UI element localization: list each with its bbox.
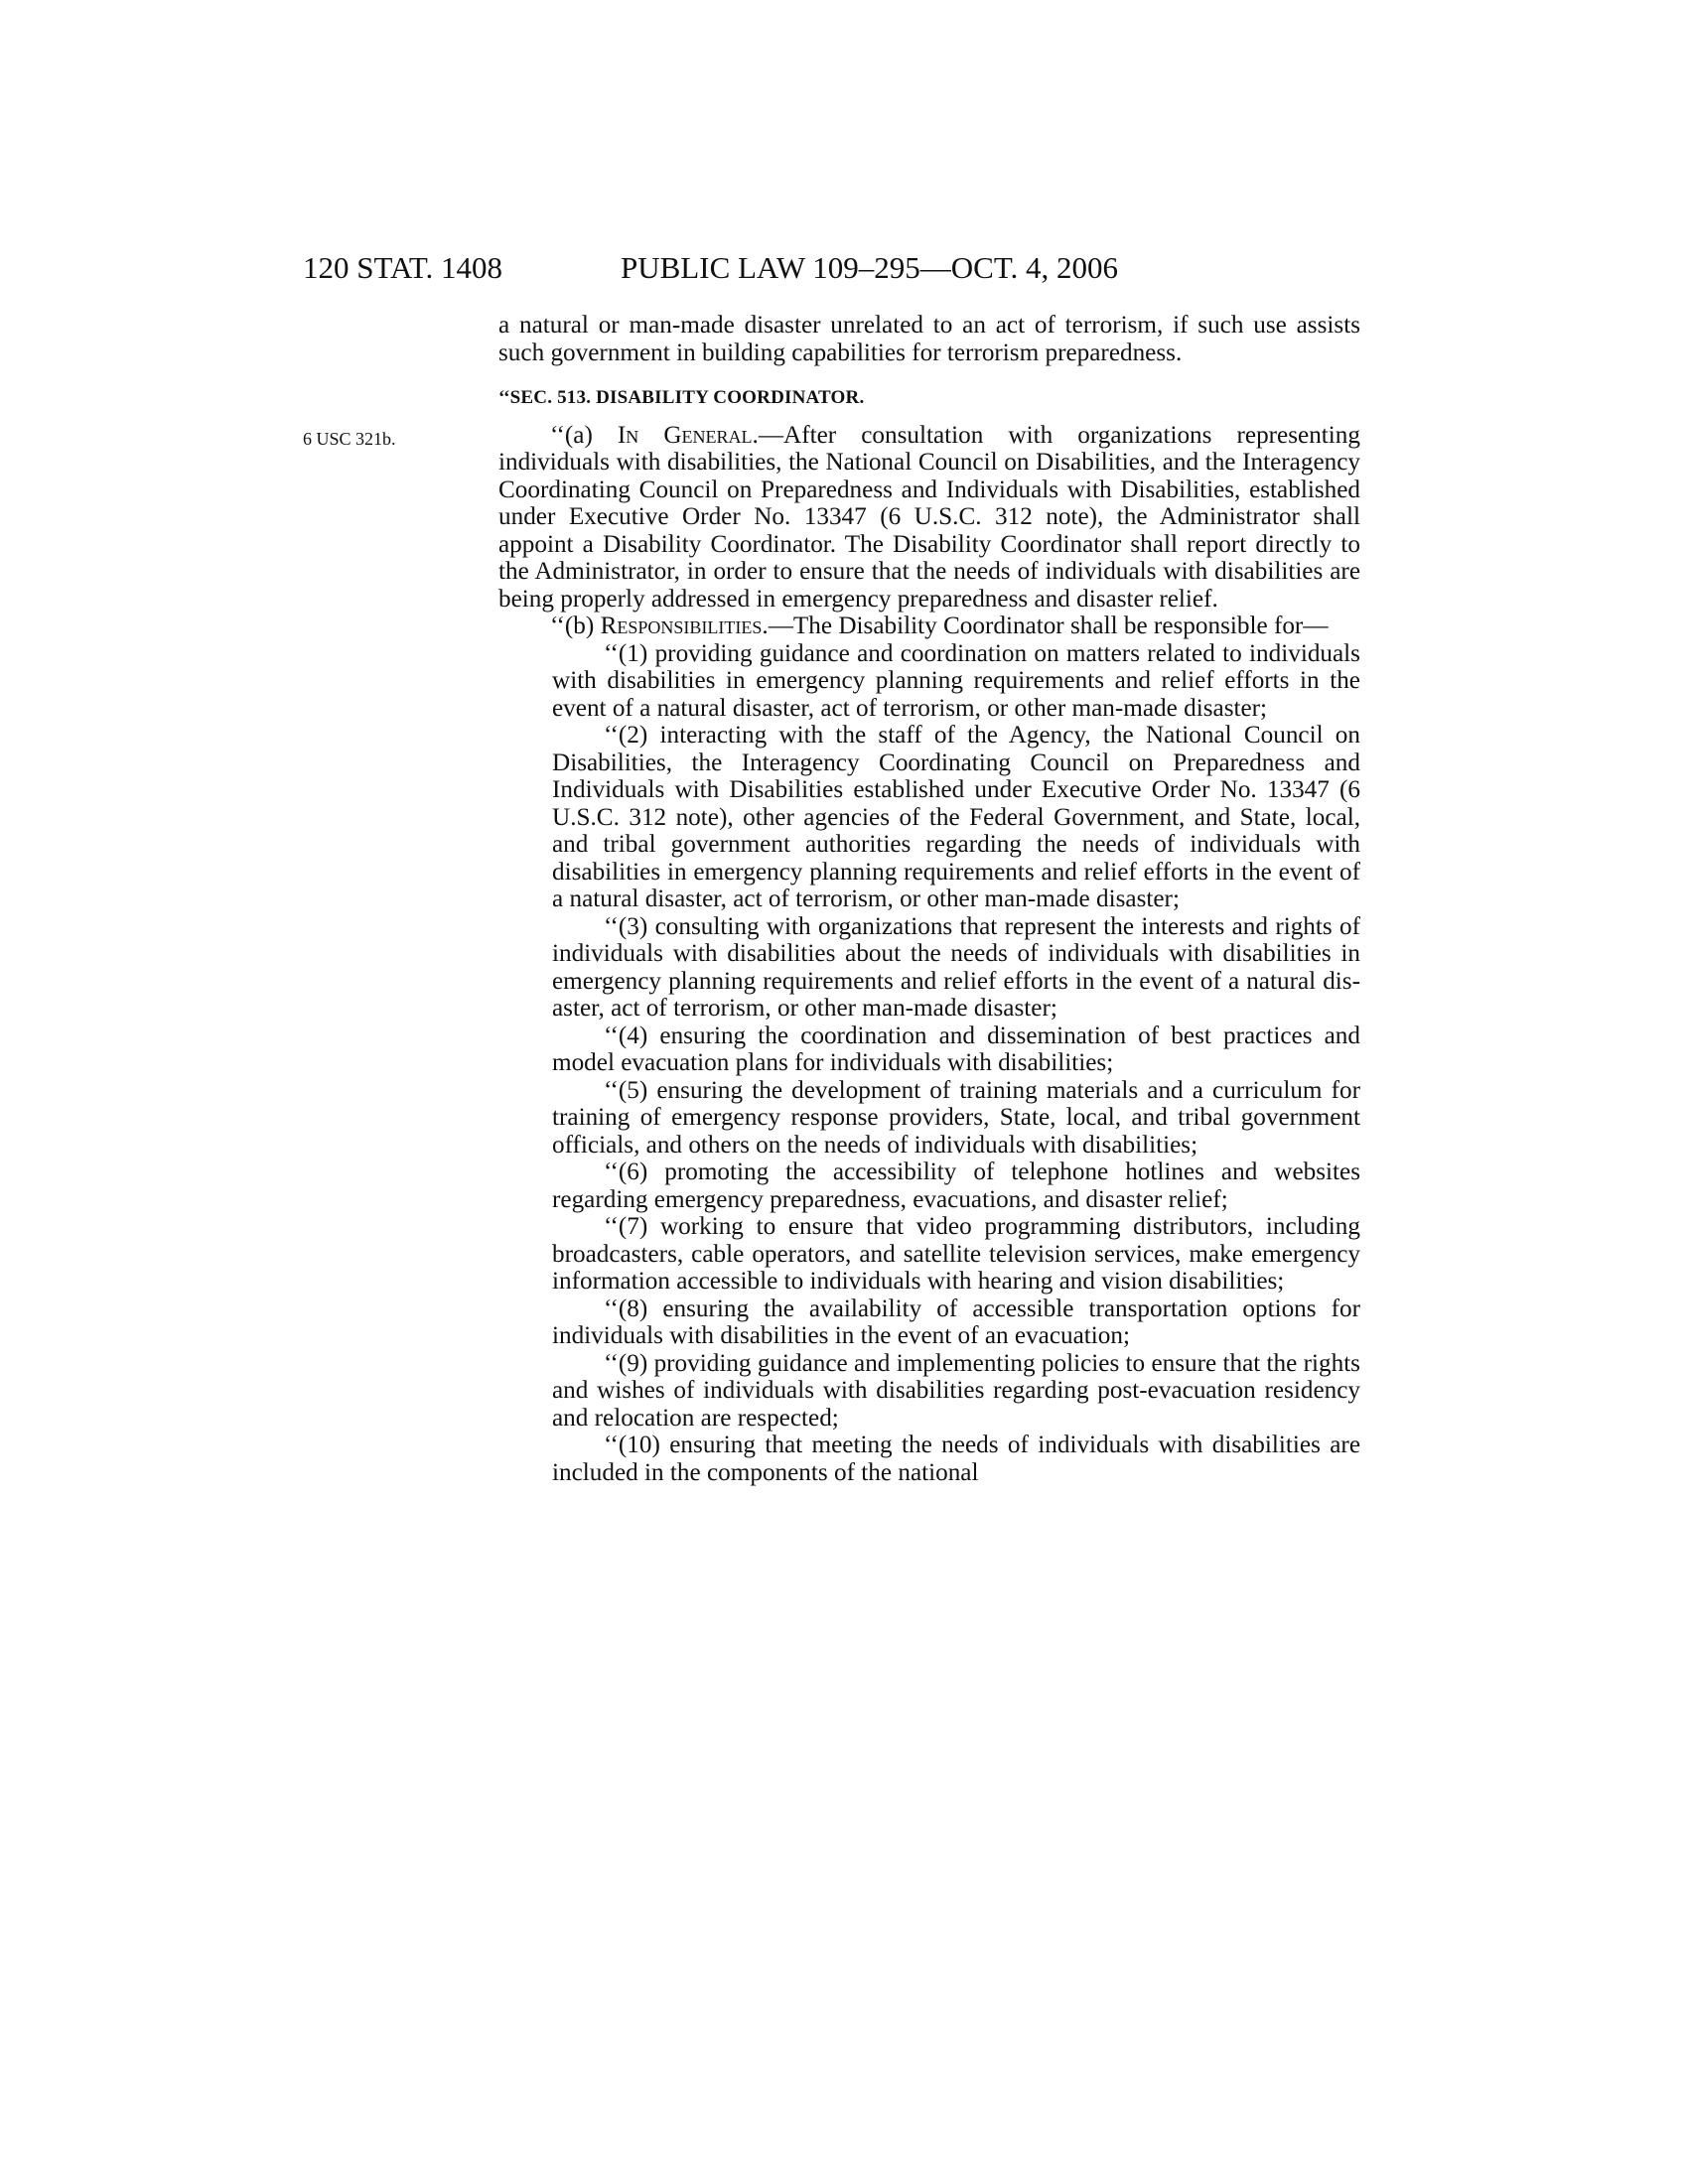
list-item: ‘‘(8) ensuring the availability of accessible transportation options for individuals with disabilities in the event of an evacuation; xyxy=(552,1295,1360,1349)
section-heading: ‘‘SEC. 513. DISABILITY COORDINATOR. xyxy=(498,387,865,408)
list-item: ‘‘(1) providing guidance and coordination on matters related to individuals with disabilities in emergency planning requirements and relief efforts in the event of a natural disaster, act of terrorism, or other man-made disaster; xyxy=(552,639,1360,722)
subsection-a-prefix: ‘‘(a) xyxy=(550,421,618,449)
continued-paragraph: a natural or man-made disaster unrelated to an act of terrorism, if such use assists such government in building capabilities for terrorism preparedness. xyxy=(498,312,1360,366)
list-item: ‘‘(2) interacting with the staff of the Agency, the National Council on Disabilities, the Interagency Coordinating Council on Preparedness and Individuals with Disabilities established under Executive Order No. 13347 (6 U.S.C. 312 note), other agencies of the Federal Government, and State, local, and tribal government authorities regarding the needs of individuals with disabilities in emergency planning requirements and relief efforts in the event of a natural disaster, act of terrorism, or other man-made disaster; xyxy=(552,722,1360,912)
subsection-a xyxy=(498,422,1360,614)
body-text xyxy=(498,312,1360,1486)
list-item: ‘‘(5) ensuring the development of training materials and a curriculum for training of emergency response providers, State, local, and tribal government officials, and others on the needs of individuals with disabilities; xyxy=(552,1076,1360,1159)
list-item: ‘‘(9) providing guidance and implementing policies to ensure that the rights and wishes of individuals with disabilities regarding post-evacuation residency and relocation are respected; xyxy=(552,1349,1360,1432)
subsection-b-caption: Responsibilities xyxy=(600,613,763,639)
list-item: ‘‘(10) ensuring that meeting the needs of individuals with disabilities are included in the components of the national xyxy=(552,1432,1360,1486)
list-item: ‘‘(4) ensuring the coordination and dissemination of best practices and model evacuation plans for individuals with disabilities; xyxy=(552,1022,1360,1076)
list-item: ‘‘(3) consulting with organizations that represent the interests and rights of individuals with disabilities about the needs of individuals with disabilities in emergency planning requirements and relief efforts in the event of a natural disaster, act of terrorism, or other man-made disaster; xyxy=(552,912,1360,1022)
stat-page-number: 120 STAT. 1408 xyxy=(303,250,503,285)
subsection-b xyxy=(498,613,1360,640)
law-title: PUBLIC LAW 109–295—OCT. 4, 2006 xyxy=(621,250,1118,285)
subsection-b-prefix: ‘‘(b) xyxy=(550,613,601,639)
subsection-b-text: .—The Disability Coordinator shall be responsible for— xyxy=(762,613,1329,639)
list-item: ‘‘(7) working to ensure that video programming distributors, including broadcasters, cable operators, and satellite television services, make emergency information accessible to individuals with hearing and vision disabilities; xyxy=(552,1213,1360,1295)
running-head xyxy=(0,248,1688,288)
margin-citation: 6 USC 321b. xyxy=(303,429,396,449)
subsection-a-text: .—After consultation with organizations representing individuals with disabilities, the National Council on Disabilities, and the Interagency Coordinating Council on Preparedness and Individuals with Disabilities, established under Executive Order No. 13347 (6 U.S.C. 312 note), the Administrator shall appoint a Disability Coordinator. The Disability Coordinator shall report directly to the Administrator, in order to ensure that the needs of individuals with disabilities are being properly addressed in emergency preparedness and disaster relief. xyxy=(498,421,1360,613)
list-item: ‘‘(6) promoting the accessibility of telephone hotlines and websites regarding emergency preparedness, evacuations, and disaster relief; xyxy=(552,1159,1360,1213)
subsection-a-caption: In General xyxy=(617,421,753,449)
